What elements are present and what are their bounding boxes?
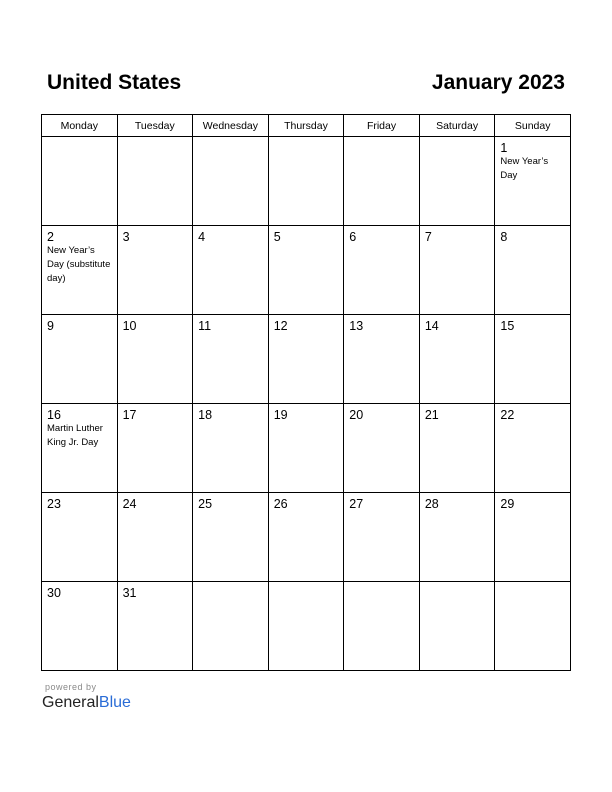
day-cell <box>193 493 269 582</box>
day-cell <box>193 582 269 671</box>
day-number: 31 <box>122 586 137 600</box>
day-number: 3 <box>122 230 130 244</box>
day-cell <box>42 582 118 671</box>
day-number: 23 <box>47 497 61 511</box>
day-number: 19 <box>273 408 288 422</box>
day-number: 6 <box>349 230 357 244</box>
day-cell <box>268 404 344 493</box>
day-cell <box>193 404 269 493</box>
day-cell <box>193 226 269 315</box>
week-row <box>42 493 571 582</box>
holiday-label: New Year’s Day <box>500 156 549 181</box>
day-cell <box>268 226 344 315</box>
holiday-label: Martin Luther King Jr. Day <box>47 423 103 448</box>
day-cell <box>419 226 495 315</box>
day-number: 5 <box>273 230 281 244</box>
day-cell <box>344 493 420 582</box>
day-number: 12 <box>273 319 288 333</box>
day-cell <box>42 315 118 404</box>
day-cell <box>419 582 495 671</box>
weekday-header: Sunday <box>495 115 571 137</box>
day-number: 11 <box>198 319 212 333</box>
day-cell <box>268 315 344 404</box>
day-cell <box>419 137 495 226</box>
day-cell <box>344 137 420 226</box>
month-year-title: January 2023 <box>431 71 565 94</box>
week-row <box>42 137 571 226</box>
day-number: 8 <box>500 230 508 244</box>
day-cell <box>42 493 118 582</box>
logo-blue-text: Blue <box>98 694 131 711</box>
day-number: 28 <box>424 497 439 511</box>
day-cell <box>117 493 193 582</box>
holiday-label: New Year’s Day (substitute day) <box>47 245 111 284</box>
day-cell <box>42 137 118 226</box>
day-cell <box>117 226 193 315</box>
day-cell <box>495 137 571 226</box>
weekday-header: Wednesday <box>193 115 269 137</box>
day-number: 25 <box>198 497 213 511</box>
day-cell <box>419 404 495 493</box>
weekday-header: Tuesday <box>117 115 193 137</box>
week-row <box>42 404 571 493</box>
day-number: 10 <box>122 319 137 333</box>
calendar-grid <box>41 114 571 671</box>
week-row <box>42 226 571 315</box>
weekday-header: Thursday <box>268 115 344 137</box>
day-cell <box>268 582 344 671</box>
powered-by-text: powered by <box>45 682 97 692</box>
week-row <box>42 315 571 404</box>
day-cell <box>344 404 420 493</box>
day-cell <box>268 137 344 226</box>
day-number: 14 <box>424 319 439 333</box>
day-number: 26 <box>273 497 288 511</box>
day-cell <box>419 315 495 404</box>
day-cell <box>42 226 118 315</box>
day-cell <box>117 315 193 404</box>
weekday-header: Saturday <box>419 115 495 137</box>
day-cell <box>344 582 420 671</box>
country-title: United States <box>47 71 182 94</box>
day-cell <box>495 404 571 493</box>
day-cell <box>495 226 571 315</box>
day-number: 24 <box>122 497 137 511</box>
day-cell <box>344 315 420 404</box>
day-number: 15 <box>500 319 515 333</box>
day-cell <box>117 137 193 226</box>
weekday-header: Monday <box>42 115 118 137</box>
day-number: 17 <box>122 408 137 422</box>
day-number: 16 <box>47 408 61 422</box>
generalblue-logo[interactable] <box>42 694 131 712</box>
weekday-header: Friday <box>344 115 420 137</box>
day-cell <box>117 404 193 493</box>
day-number: 29 <box>500 497 515 511</box>
day-number: 9 <box>47 319 54 333</box>
weekday-header-row <box>42 115 571 137</box>
day-number: 7 <box>424 230 432 244</box>
day-number: 27 <box>349 497 364 511</box>
day-number: 30 <box>47 586 61 600</box>
week-row <box>42 582 571 671</box>
day-number: 1 <box>500 141 508 155</box>
logo-general-text: General <box>42 694 99 711</box>
day-cell <box>344 226 420 315</box>
day-number: 21 <box>424 408 439 422</box>
day-cell <box>268 493 344 582</box>
day-cell <box>42 404 118 493</box>
day-number: 18 <box>198 408 213 422</box>
day-cell <box>117 582 193 671</box>
day-number: 20 <box>349 408 364 422</box>
day-cell <box>495 493 571 582</box>
day-number: 13 <box>349 319 364 333</box>
day-number: 22 <box>500 408 515 422</box>
day-cell <box>495 315 571 404</box>
day-number: 2 <box>47 230 54 244</box>
day-cell <box>193 137 269 226</box>
day-cell <box>495 582 571 671</box>
day-cell <box>193 315 269 404</box>
day-cell <box>419 493 495 582</box>
day-number: 4 <box>198 230 206 244</box>
